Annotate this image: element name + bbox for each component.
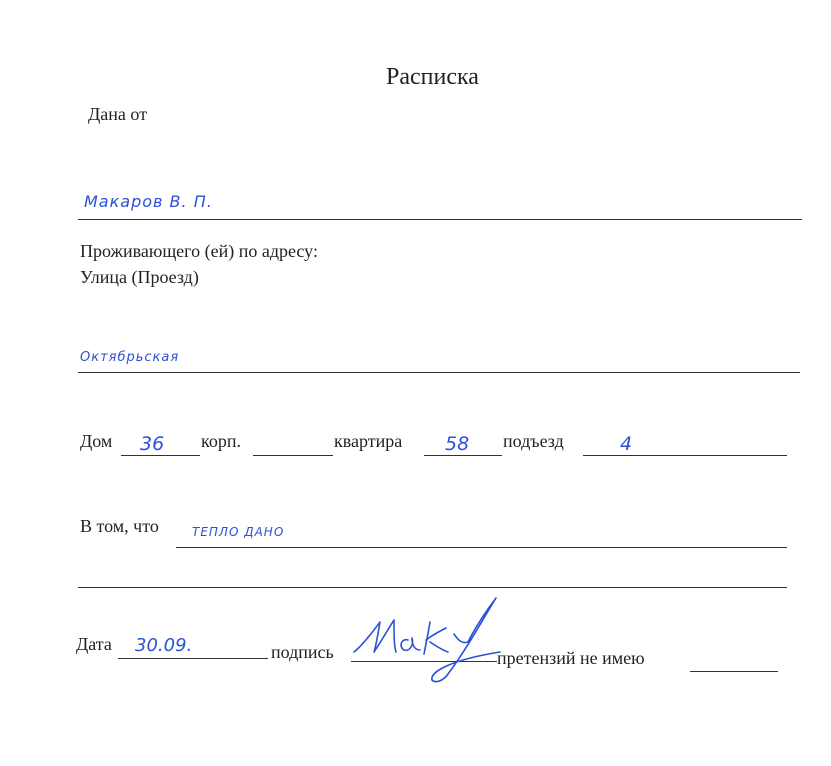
street-line	[78, 372, 800, 373]
residence-label: Проживающего (ей) по адресу:	[80, 241, 318, 261]
apartment-line	[424, 455, 502, 456]
street-label: Улица (Проезд)	[80, 267, 199, 287]
reason-handwritten: ТЕПЛО ДАНО	[192, 525, 285, 539]
name-handwritten: Макаров В. П.	[84, 192, 213, 211]
apartment-label: квартира	[334, 431, 403, 451]
apartment-handwritten: 58	[445, 433, 470, 455]
house-line	[121, 455, 200, 456]
handwritten-signature	[350, 594, 510, 690]
date-line	[118, 658, 268, 659]
signature-label: подпись	[271, 642, 334, 662]
entrance-line	[583, 455, 787, 456]
no-claims-label: претензий не имею	[497, 648, 645, 668]
date-handwritten: 30.09.	[135, 635, 193, 656]
street-handwritten: Октябрьская	[80, 350, 180, 365]
reason-label: В том, что	[80, 516, 159, 536]
name-line	[78, 219, 802, 220]
entrance-label: подъезд	[503, 431, 564, 451]
house-handwritten: 36	[140, 433, 165, 455]
given-by-label: Дана от	[88, 104, 148, 124]
document-title: Расписка	[386, 64, 479, 90]
building-label: корп.	[201, 431, 241, 451]
reason-line-1	[176, 547, 787, 548]
entrance-handwritten: 4	[620, 433, 633, 455]
house-label: Дом	[80, 431, 113, 451]
building-line	[253, 455, 333, 456]
reason-line-2	[78, 587, 787, 588]
no-claims-line	[690, 671, 778, 672]
date-label: Дата	[76, 634, 112, 654]
